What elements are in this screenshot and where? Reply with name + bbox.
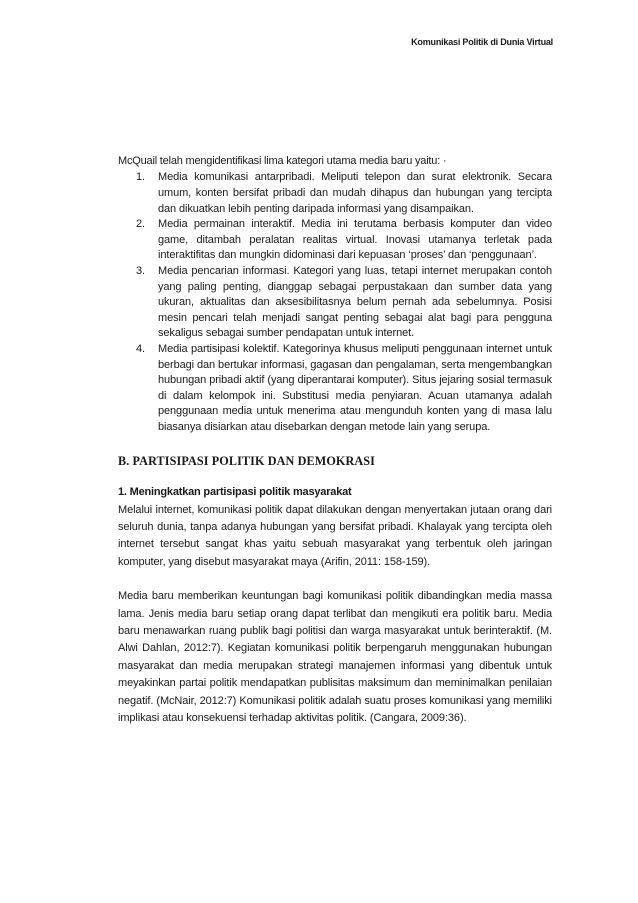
sub-heading: 1. Meningkatkan partisipasi politik masyarakat xyxy=(118,485,352,498)
list-item xyxy=(118,342,552,436)
section-heading: B. PARTISIPASI POLITIK DAN DEMOKRASI xyxy=(118,453,375,468)
list-item xyxy=(118,170,552,217)
intro-sentence: McQuail telah mengidentifikasi lima kategori utama media baru yaitu: · xyxy=(118,155,447,167)
list-item-text: Media pencarian informasi. Kategori yang luas, tetapi internet merupakan contoh yang paling penting, dianggap sebagai perpustakaan dan sumber data yang ukuran, aktualitas dan aksesibilitasnya belum pernah ada sebelumnya. Posisi mesin pencari telah menjadi sangat penting sebagai alat bagi para pengguna sekaligus sebagai sumber pendapatan untuk internet. xyxy=(158,264,552,340)
list-item-number: 1. xyxy=(136,171,145,184)
list-item-number: 3. xyxy=(136,264,145,277)
media-category-list xyxy=(118,170,552,435)
list-item xyxy=(118,217,552,264)
list-item-text: Media permainan interaktif. Media ini terutama berbasis komputer dan video game, ditambah peralatan realitas virtual. Inovasi utamanya terletak pada interaktifitas dan mungkin didominasi dari kepuasan ‘proses’ dan ‘penggunaan’. xyxy=(158,218,552,262)
body-paragraph: Media baru memberikan keuntungan bagi komunikasi politik dibandingkan media massa lama. Jenis media baru setiap orang dapat terlibat dan mengikuti era politik baru. Media baru menawarkan ruang publik bagi politisi dan warga masyarakat untuk berinteraktif. (M. Alwi Dahlan, 2012:7). Kegiatan komunikasi politik berpengaruh menggunakan hubungan masyarakat dan media merupakan strategi manajemen informasi yang dibentuk untuk meyakinkan partai politik mendapatkan publisitas maksimum dan meminimalkan penilaian negatif. (McNair, 2012:7) Komunikasi politik adalah suatu proses komunikasi yang memiliki implikasi atau konsekuensi terhadap aktivitas politik. (Cangara, 2009:36). xyxy=(118,590,552,724)
running-header: Komunikasi Politik di Dunia Virtual xyxy=(411,37,553,47)
list-item-number: 2. xyxy=(136,218,145,231)
list-item xyxy=(118,264,552,342)
page-body xyxy=(118,153,552,727)
list-item-number: 4. xyxy=(136,342,145,355)
list-item-text: Media partisipasi kolektif. Kategorinya khusus meliputi penggunaan internet untuk berbagi dan bertukar informasi, gagasan dan pengalaman, serta mengembangkan hubungan pribadi aktif (yang diperantarai komputer). Situs jejaring sosial termasuk di dalam kelompok ini. Substitusi media penyiaran. Acuan utamanya adalah penggunaan media untuk menerima atau mengunduh konten yang di masa lalu biasanya disiarkan atau disebarkan dengan metode lain yang serupa. xyxy=(158,342,552,433)
list-item-text: Media komunikasi antarpribadi. Meliputi telepon dan surat elektronik. Secara umum, konten bersifat pribadi dan mudah dihapus dan hubungan yang tercipta dan dikuatkan lebih penting daripada informasi yang disampaikan. xyxy=(158,171,552,215)
body-paragraph: Melalui internet, komunikasi politik dapat dilakukan dengan menyertakan jutaan orang dari seluruh dunia, tanpa adanya hubungan yang bersifat pribadi. Khalayak yang tercipta oleh internet tersebut sangat khas yaitu sebuah masyarakat yang terbentuk oleh jaringan komputer, yang disebut masyarakat maya (Arifin, 2011: 158-159). xyxy=(118,503,552,568)
